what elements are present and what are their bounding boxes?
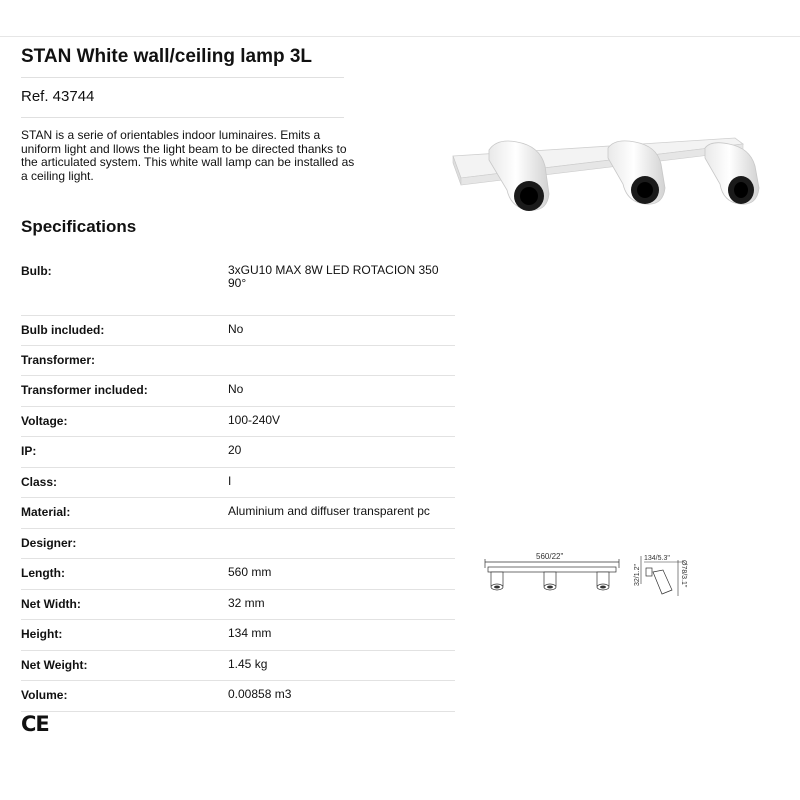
spec-label: Transformer included: [21, 383, 148, 397]
spec-row [21, 620, 455, 651]
spec-value: Aluminium and diffuser transparent pc [228, 504, 430, 518]
spec-row [21, 590, 455, 620]
spec-value: 3xGU10 MAX 8W LED ROTACION 350 90° [228, 263, 439, 290]
spec-row [21, 498, 455, 529]
product-image [445, 132, 775, 222]
spec-row [21, 468, 455, 498]
title-divider [21, 77, 344, 78]
width-dimension-label: 32/1.2" [634, 564, 641, 586]
spec-value: 20 [228, 443, 242, 457]
spec-row [21, 437, 455, 468]
spec-label: Bulb: [21, 264, 52, 278]
spec-row [21, 376, 455, 407]
spec-label: Volume: [21, 688, 68, 702]
dimension-drawing [482, 550, 692, 600]
reference-divider [21, 117, 344, 118]
length-dimension-label: 560/22" [536, 552, 564, 561]
ce-mark-icon [21, 711, 51, 735]
spec-label: Voltage: [21, 414, 68, 428]
product-reference: Ref. 43744 [21, 88, 95, 105]
spec-row [21, 407, 455, 437]
spec-row [21, 346, 455, 376]
spec-row [21, 681, 455, 712]
spec-value: No [228, 382, 244, 396]
ce-mark-text: CE [21, 712, 49, 735]
spec-label: Transformer: [21, 353, 96, 367]
spec-value: 560 mm [228, 565, 272, 579]
height-dimension-label: 134/5.3" [644, 555, 670, 562]
spec-label: Height: [21, 627, 63, 641]
spot-dimension-label: Ø78/3.1" [680, 560, 687, 588]
spec-row [21, 255, 455, 316]
spec-value: I [228, 474, 232, 488]
spec-value: 134 mm [228, 626, 272, 640]
spec-label: Net Width: [21, 597, 81, 611]
spec-row [21, 316, 455, 346]
spec-value: 32 mm [228, 596, 265, 610]
spec-label: Class: [21, 475, 58, 489]
spec-label: Material: [21, 505, 71, 519]
spec-label: Length: [21, 566, 65, 580]
spec-label: Bulb included: [21, 323, 105, 337]
spec-row [21, 559, 455, 590]
specifications-table [21, 255, 455, 712]
spec-value: 0.00858 m3 [228, 687, 292, 701]
spec-value: 1.45 kg [228, 657, 268, 671]
spec-value: No [228, 322, 244, 336]
spec-value: 100-240V [228, 413, 281, 427]
specifications-heading: Specifications [21, 217, 137, 236]
spec-label: IP: [21, 444, 37, 458]
spec-label: Net Weight: [21, 658, 88, 672]
top-divider [0, 36, 800, 37]
spec-label: Designer: [21, 536, 77, 550]
product-title: STAN White wall/ceiling lamp 3L [21, 46, 313, 67]
spec-row [21, 651, 455, 681]
product-description: STAN is a serie of orientables indoor luminaires. Emits a uniform light and llows the light beam to be directed thanks to the articulated system. This white wall lamp can be installed as a ceiling light. [21, 128, 355, 183]
spec-row [21, 529, 455, 559]
